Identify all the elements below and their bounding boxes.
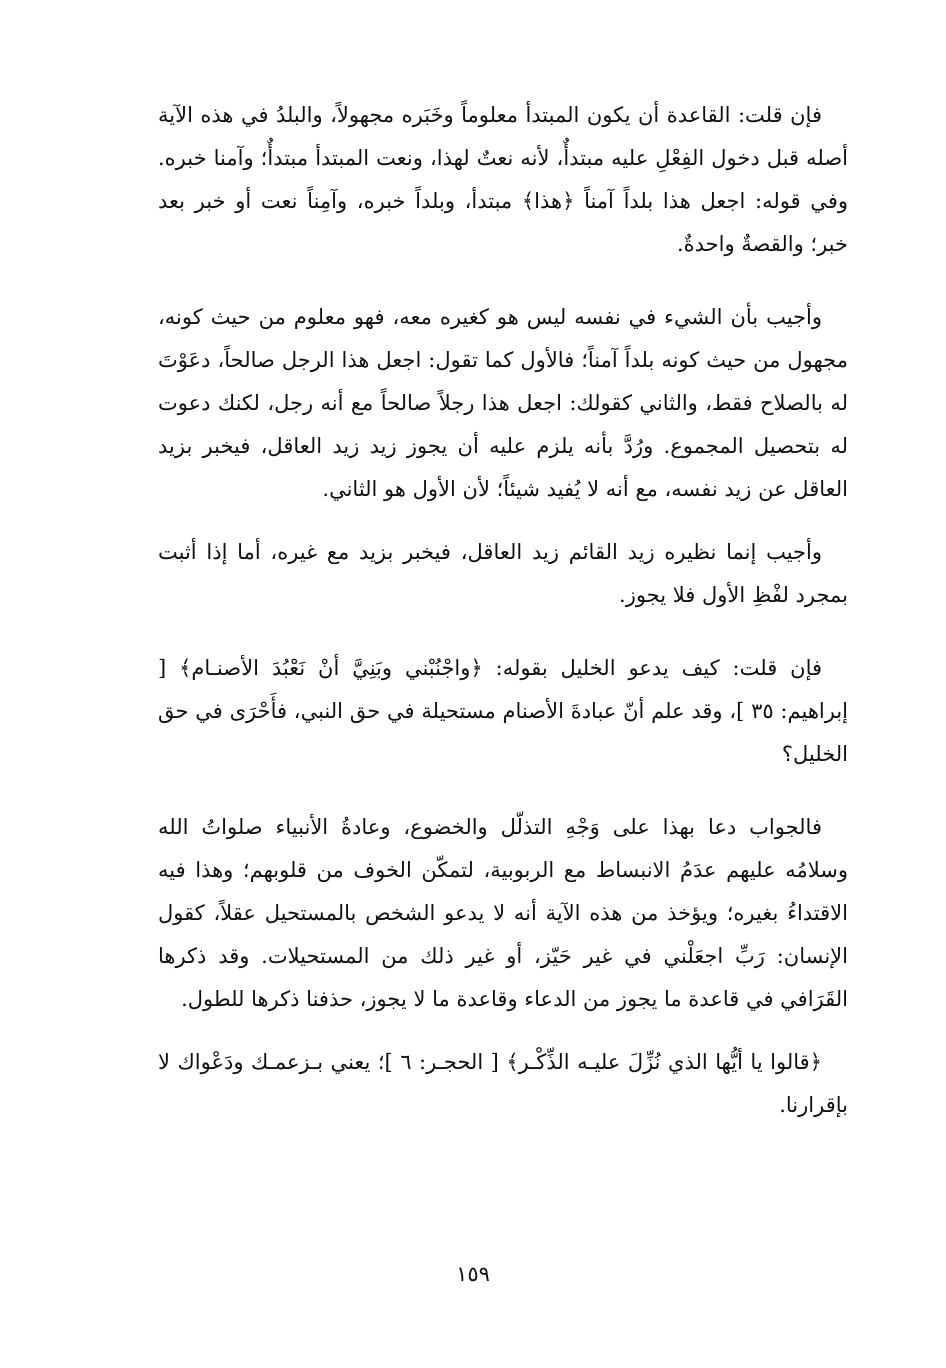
page-number: ١٥٩ (456, 1262, 490, 1286)
paragraph-answer-khalil: فالجواب دعا بهذا على وَجْهِ التذلّل والخضوع، وعادةُ الأنبياء صلواتُ الله وسلامُه عليهم عدَمُ الانبساط مع الربوبية، لتمكّن الخوف من قلوبهم؛ وهذا فيه الاقتداءُ بغيره؛ ويؤخذ من هذه الآية أنه لا يدعو الشخص بالمستحيل عقلاً، كقول الإنسان: رَبِّ اجعَلْني في غير حَيّز، أو غير ذلك من المستحيلات. وقد ذكرها القَرَافي في قاعدة ما يجوز من الدعاء وقاعدة ما لا يجوز، حذفنا ذكرها للطول. (158, 815, 848, 1011)
paragraph-question-khalil: فإن قلت: كيف يدعو الخليل بقوله: ﴿واجْنُبْني وبَنِيَّ أنْ نَعْبُدَ الأصنـام﴾ [ إبراهيم: ٣٥ ]، وقد علم أنّ عبادةَ الأصنام مستحيلة في حق النبي، فأَحْرَى في حق الخليل؟ (158, 656, 848, 766)
paragraph-question-mubtada: فإن قلت: القاعدة أن يكون المبتدأ معلوماً وخَبَره مجهولاً، والبلدُ في هذه الآية أصله قبل دخول الفِعْلِ عليه مبتدأٌ، لأنه نعتٌ لهذا، ونعت المبتدأ مبتدأٌ؛ وآمنا خبره. وفي قوله: اجعل هذا بلداً آمناً ﴿هذا﴾ مبتدأ، وبلداً خبره، وآمِناً نعت أو خبر بعد خبر؛ والقصةٌ واحدةٌ. (158, 103, 848, 256)
paragraph-verse-hijr: ﴿قالوا يا أيُّها الذي نُزِّلَ عليـه الذِّكْـر﴾ [ الحجـر: ٦ ]؛ يعني بـزعمـك ودَعْواك لا بإقرارنا. (158, 1050, 848, 1117)
paragraph-answer-2: وأجيب إنما نظيره زيد القائم زيد العاقل، فيخبر بزيد مع غيره، أما إذا أثبت بمجرد لفْظِ الأول فلا يجوز. (158, 540, 848, 607)
page-body (158, 94, 848, 1127)
paragraph-answer-1: وأجيب بأن الشيء في نفسه ليس هو كغيره معه، فهو معلوم من حيث كونه، مجهول من حيث كونه بلداً آمناً؛ فالأول كما تقول: اجعل هذا الرجل صالحاً، دعَوْتَ له بالصلاح فقط، والثاني كقولك: اجعل هذا رجلاً صالحاً مع أنه رجل، لكنك دعوت له بتحصيل المجموع. ورُدَّ بأنه يلزم عليه أن يجوز زيد زيد العاقل، فيخبر بزيد العاقل عن زيد نفسه، مع أنه لا يُفيد شيئاً؛ لأن الأول هو الثاني. (158, 305, 848, 501)
